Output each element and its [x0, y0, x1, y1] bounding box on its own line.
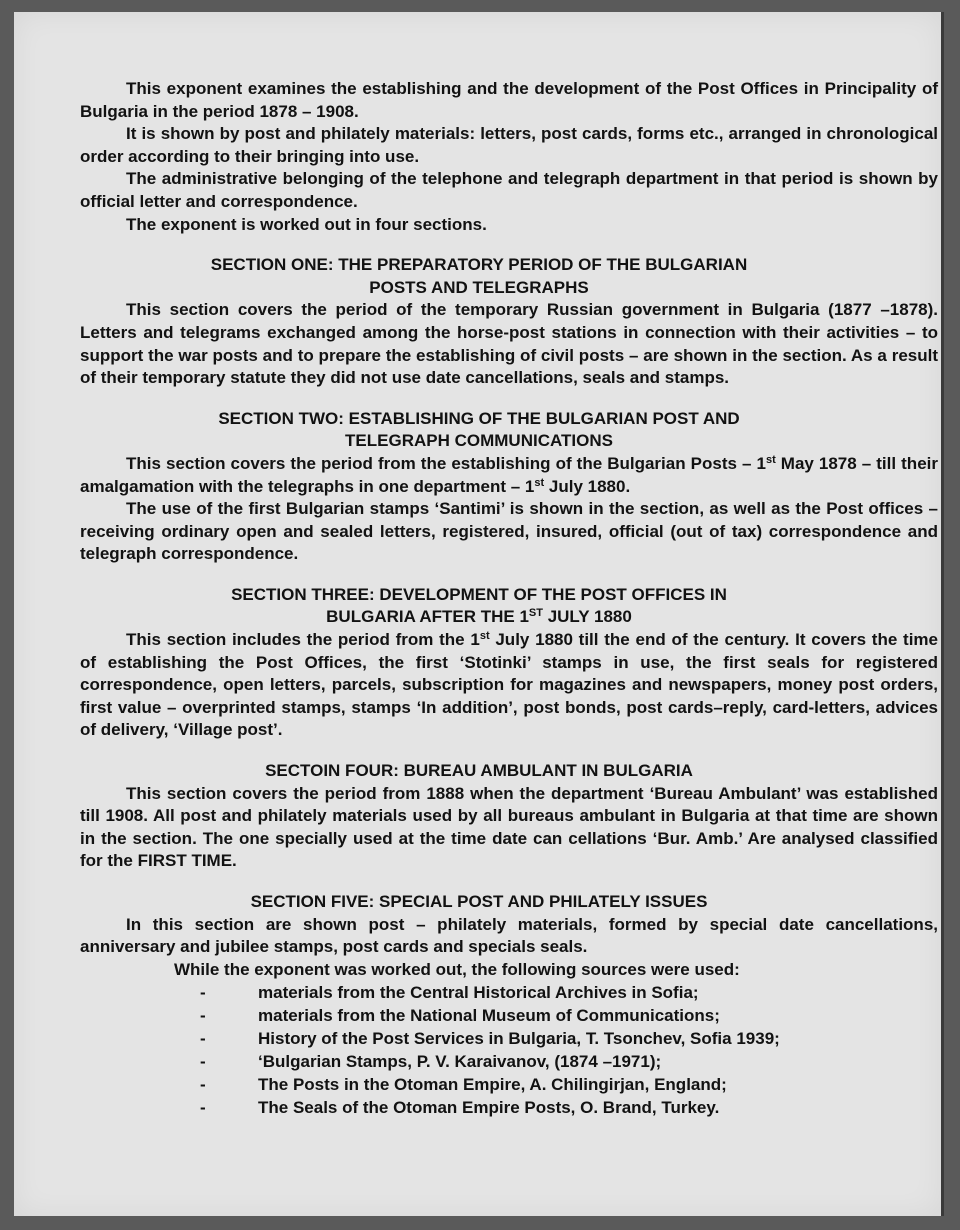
list-dash: -	[200, 1098, 206, 1118]
section-two-heading	[80, 408, 938, 453]
section-two-text-b: May 1878 – till their amalgamation with the telegraphs in one department – 1	[80, 453, 938, 496]
list-item	[200, 1027, 938, 1050]
list-dash: -	[200, 1006, 206, 1026]
list-item-text: The Posts in the Otoman Empire, A. Chilingirjan, England;	[258, 1075, 727, 1095]
intro-paragraph-2: It is shown by post and philately materials: letters, post cards, forms etc., arranged in chronological order according to their bringing into use.	[80, 124, 938, 166]
section-four-paragraph: This section covers the period from 1888 when the department ‘Bureau Ambulant’ was established till 1908. All post and philately materials used by all bureaus ambulant in Bulgaria at that time are shown in the section. The one specially used at the time date can cellations ‘Bur. Amb.’ Are analysed classified for the FIRST TIME.	[80, 783, 938, 871]
list-item	[200, 1004, 938, 1027]
intro-paragraph-4: The exponent is worked out in four sections.	[126, 214, 487, 234]
section-three-text-b: July 1880 till the end of the century. It covers the time of establishing the Post Offices, the first ‘Stotinki’ stamps in use, the first seals for registered correspondence, open letters, parcels, subscription for magazines and newspapers, money post orders, first value – overprinted stamps, stamps ‘In addition’, post bonds, post cards–reply, card-letters, advices of delivery, ‘Village post’.	[80, 630, 939, 740]
list-item-text: History of the Post Services in Bulgaria, T. Tsonchev, Sofia 1939;	[258, 1029, 780, 1049]
section-one-heading	[80, 254, 938, 299]
section-two-text-a: This section covers the period from the establishing of the Bulgarian Posts – 1	[126, 453, 766, 473]
section-three-text-a: This section includes the period from the 1	[126, 630, 480, 650]
ordinal-suffix: ST	[528, 607, 543, 620]
document-page	[14, 12, 944, 1216]
section-two-paragraph-1	[80, 453, 938, 498]
list-item	[200, 1096, 938, 1119]
section-two-heading-line-2: TELEGRAPH COMMUNICATIONS	[345, 431, 613, 451]
list-item-text: The Seals of the Otoman Empire Posts, O. Brand, Turkey.	[258, 1098, 720, 1118]
list-item	[200, 981, 938, 1004]
list-dash: -	[200, 983, 206, 1003]
section-five-heading-line-1: SECTION FIVE: SPECIAL POST AND PHILATELY ISSUES	[250, 892, 708, 911]
section-one-paragraph: This section covers the period of the temporary Russian government in Bulgaria (1877 –1878). Letters and telegrams exchanged among the horse-post stations in connection with their activities – to support the war posts and to prepare the establishing of civil posts – are shown in the section. As a result of their temporary statute they did not use date cancellations, seals and stamps.	[80, 300, 938, 388]
section-two-text-c: July 1880.	[544, 476, 631, 496]
section-two-paragraph-2: The use of the first Bulgarian stamps ‘Santimi’ is shown in the section, as well as the Post offices – receiving ordinary open and sealed letters, registered, insured, official (out of tax) correspondence and telegraph correspondence.	[80, 499, 938, 564]
list-dash: -	[200, 1075, 206, 1095]
list-dash: -	[200, 1052, 206, 1072]
section-three-heading-line-1: SECTION THREE: DEVELOPMENT OF THE POST OFFICES IN	[231, 584, 727, 604]
section-one-heading-line-2: POSTS AND TELEGRAPHS	[369, 277, 589, 297]
list-item-text: materials from the Central Historical Archives in Sofia;	[258, 983, 699, 1003]
section-three-heading-text-a: BULGARIA AFTER THE 1	[326, 607, 529, 627]
ordinal-suffix: st	[765, 453, 776, 466]
section-three-heading-text-b: JULY 1880	[542, 607, 632, 627]
section-five-heading	[80, 891, 938, 914]
list-item	[200, 1050, 938, 1073]
section-one-heading-line-1: SECTION ONE: THE PREPARATORY PERIOD OF THE BULGARIAN	[210, 255, 748, 275]
section-four-heading-line-1: SECTOIN FOUR: BUREAU AMBULANT IN BULGARIA	[265, 761, 693, 781]
intro-paragraph-3: The administrative belonging of the telephone and telegraph department in that period is shown by official letter and correspondence.	[80, 169, 938, 211]
ordinal-suffix: st	[479, 630, 490, 643]
document-body	[80, 78, 938, 1119]
list-item	[200, 1073, 938, 1096]
section-five-paragraph-2: While the exponent was worked out, the following sources were used:	[174, 959, 740, 979]
ordinal-suffix: st	[534, 476, 545, 489]
section-three-heading-line-2	[80, 606, 878, 629]
section-five-paragraph-1: In this section are shown post – philately materials, formed by special date cancellations, anniversary and jubilee stamps, post cards and specials seals.	[80, 914, 938, 957]
sources-list	[80, 981, 938, 1119]
section-four-heading	[80, 760, 938, 783]
list-item-text: ‘Bulgarian Stamps, P. V. Karaivanov, (1874 –1971);	[258, 1052, 662, 1072]
section-three-heading	[80, 584, 938, 629]
section-two-heading-line-1: SECTION TWO: ESTABLISHING OF THE BULGARIAN POST AND	[218, 408, 740, 428]
section-three-paragraph	[80, 629, 938, 742]
list-item-text: materials from the National Museum of Communications;	[258, 1006, 720, 1026]
intro-paragraph-1: This exponent examines the establishing and the development of the Post Offices in Principality of Bulgaria in the period 1878 – 1908.	[80, 79, 938, 121]
list-dash: -	[200, 1029, 206, 1049]
